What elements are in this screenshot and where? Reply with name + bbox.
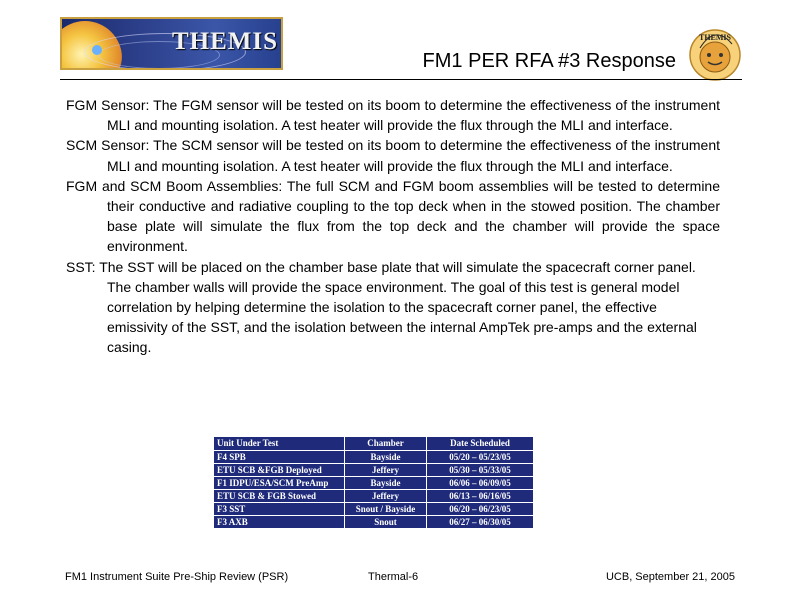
table-header-row bbox=[214, 437, 533, 451]
footer-date: UCB, September 21, 2005 bbox=[605, 571, 735, 583]
cell-date: 06/13 – 06/16/05 bbox=[427, 490, 534, 503]
header-date-scheduled: Date Scheduled bbox=[427, 437, 534, 451]
paragraph-sst: SST: The SST will be placed on the chamber base plate that will simulate the spacecraft corner panel. The chamber walls will provide the space environment. The goal of this test is general model correlation by helping determine the isolation to the spacecraft corner panel, the effective emissivity of the SST, and the isolation between the internal AmpTek pre-amps and the external casing. bbox=[66, 258, 697, 356]
themis-logo-banner bbox=[60, 17, 283, 70]
paragraph-scm-sensor: SCM Sensor: The SCM sensor will be tested on its boom to determine the effectiveness of the instrument MLI and mounting isolation. A test heater will provide the flux through the MLI and interface. bbox=[66, 137, 720, 174]
table-row bbox=[214, 503, 533, 516]
cell-date: 05/20 – 05/23/05 bbox=[427, 451, 534, 464]
cell-chamber: Jeffery bbox=[345, 464, 427, 477]
earth-graphic bbox=[92, 45, 102, 55]
cell-chamber: Snout / Bayside bbox=[345, 503, 427, 516]
logo-text: THEMIS bbox=[172, 28, 279, 55]
table-row bbox=[214, 464, 533, 477]
body-text bbox=[66, 95, 720, 358]
footer-page-label: Thermal-6 bbox=[368, 571, 419, 583]
table-row bbox=[214, 477, 533, 490]
cell-chamber: Bayside bbox=[345, 451, 427, 464]
cell-date: 05/30 – 05/33/05 bbox=[427, 464, 534, 477]
cell-unit: ETU SCB &FGB Deployed bbox=[214, 464, 345, 477]
themis-badge-icon bbox=[688, 28, 742, 82]
paragraph-boom-assemblies: FGM and SCM Boom Assemblies: The full SCM and FGM boom assemblies will be tested to determine their conductive and radiative coupling to the top deck when in the stowed position. The chamber base plate will simulate the flux from the top deck and the chamber will provide the space environment. bbox=[66, 177, 720, 255]
table-row bbox=[214, 516, 533, 529]
cell-chamber: Jeffery bbox=[345, 490, 427, 503]
paragraph-fgm-sensor: FGM Sensor: The FGM sensor will be tested on its boom to determine the effectiveness of the instrument MLI and mounting isolation. A test heater will provide the flux through the MLI and interface. bbox=[66, 97, 720, 134]
cell-unit: F3 AXB bbox=[214, 516, 345, 529]
footer-review-name: FM1 Instrument Suite Pre-Ship Review (PSR) bbox=[65, 571, 289, 583]
cell-chamber: Snout bbox=[345, 516, 427, 529]
cell-date: 06/06 – 06/09/05 bbox=[427, 477, 534, 490]
header-unit-under-test: Unit Under Test bbox=[214, 437, 345, 451]
cell-unit: F3 SST bbox=[214, 503, 345, 516]
test-schedule-table bbox=[214, 437, 533, 528]
slide-title: FM1 PER RFA #3 Response bbox=[422, 50, 676, 72]
header-chamber: Chamber bbox=[345, 437, 427, 451]
header-rule bbox=[60, 79, 742, 80]
svg-text:THEMIS: THEMIS bbox=[698, 33, 732, 42]
cell-unit: F4 SPB bbox=[214, 451, 345, 464]
cell-unit: F1 IDPU/ESA/SCM PreAmp bbox=[214, 477, 345, 490]
cell-chamber: Bayside bbox=[345, 477, 427, 490]
table-row bbox=[214, 490, 533, 503]
cell-date: 06/20 – 06/23/05 bbox=[427, 503, 534, 516]
cell-unit: ETU SCB & FGB Stowed bbox=[214, 490, 345, 503]
table-row bbox=[214, 451, 533, 464]
cell-date: 06/27 – 06/30/05 bbox=[427, 516, 534, 529]
